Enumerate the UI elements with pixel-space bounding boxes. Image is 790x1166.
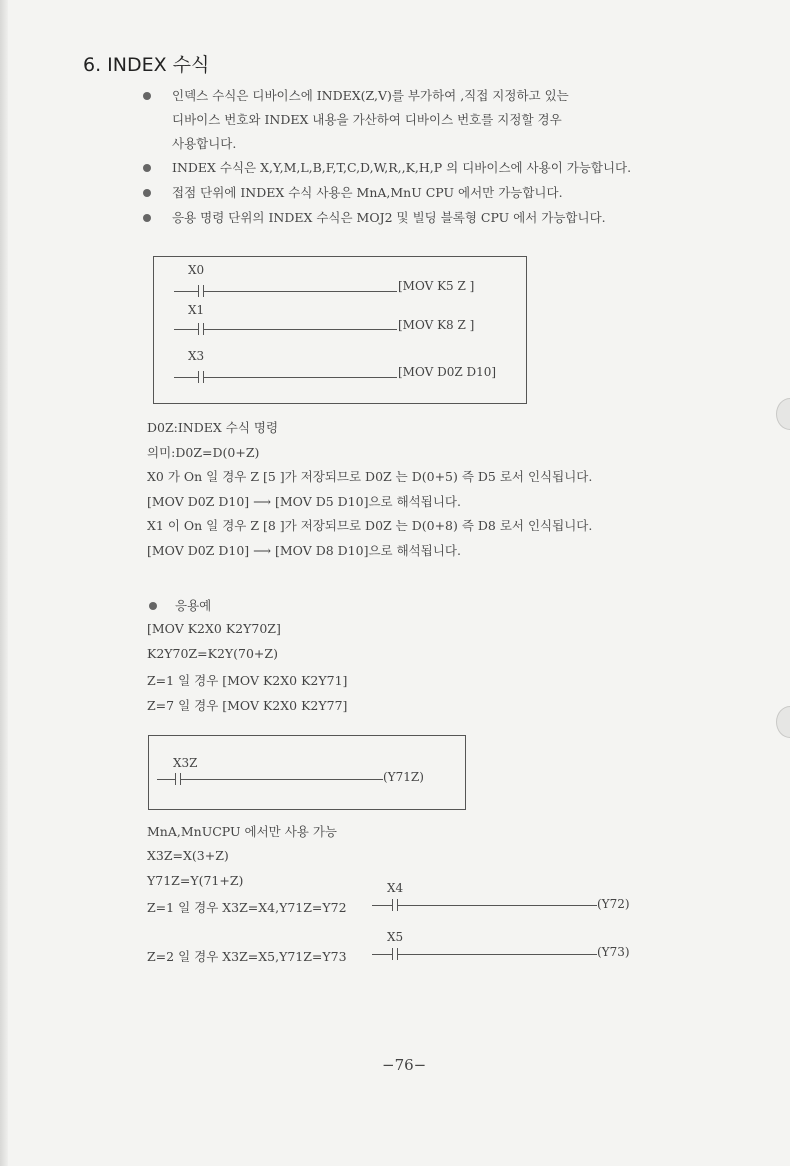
rung-wire (174, 329, 198, 330)
example-line: Z=1 일 경우 [MOV K2X0 K2Y71] (147, 673, 348, 688)
rung-wire (174, 291, 198, 292)
contact-label: X4 (387, 881, 404, 895)
contact-symbol (198, 323, 199, 335)
note-line: X3Z=X(3+Z) (147, 848, 229, 863)
explain-line: 의미:D0Z=D(0+Z) (147, 445, 260, 460)
page-number: −76− (382, 1056, 427, 1074)
punch-hole (776, 706, 790, 738)
explain-line: X0 가 On 일 경우 Z [5 ]가 저장되므로 D0Z 는 D(0+5) 즉 D5 로서 인식됩니다. (147, 469, 593, 484)
bullet-icon (143, 92, 151, 100)
rung-wire (397, 905, 597, 906)
contact-symbol (175, 773, 176, 785)
coil: (Y71Z) (383, 770, 424, 784)
bullet-text: 인덱스 수식은 디바이스에 INDEX(Z,V)를 부가하여 ,직접 지정하고 있는 (172, 88, 569, 103)
coil: (Y72) (597, 897, 630, 911)
example-line: K2Y70Z=K2Y(70+Z) (147, 646, 278, 661)
note-line: MnA,MnUCPU 에서만 사용 가능 (147, 824, 337, 839)
bullet-text: 응용 명령 단위의 INDEX 수식은 MOJ2 및 빌딩 블록형 CPU 에서 가능합니다. (172, 210, 606, 225)
bullet-icon (149, 602, 157, 610)
explain-line: X1 이 On 일 경우 Z [8 ]가 저장되므로 D0Z 는 D(0+8) 즉 D8 로서 인식됩니다. (147, 518, 593, 533)
note-line: Y71Z=Y(71+Z) (147, 873, 244, 888)
explain-line: D0Z:INDEX 수식 명령 (147, 420, 279, 435)
example-heading: 응용예 (175, 598, 212, 613)
rung-wire (372, 954, 392, 955)
example-line: Z=7 일 경우 [MOV K2X0 K2Y77] (147, 698, 348, 713)
section-title: 6. INDEX 수식 (83, 54, 210, 76)
explain-line: [MOV D0Z D10] ⟶ [MOV D5 D10]으로 해석됩니다. (147, 494, 461, 509)
page-edge (0, 0, 8, 1166)
contact-label: X3Z (173, 756, 198, 770)
rung-wire (372, 905, 392, 906)
rung-wire (203, 291, 397, 292)
punch-hole (776, 398, 790, 430)
contact-symbol (392, 948, 393, 960)
bullet-icon (143, 214, 151, 222)
example-line: [MOV K2X0 K2Y70Z] (147, 621, 281, 636)
rung-wire (397, 954, 597, 955)
bullet-text: INDEX 수식은 X,Y,M,L,B,F,T,C,D,W,R,,K,H,P 의 디바이스에 사용이 가능합니다. (172, 160, 632, 175)
bullet-icon (143, 189, 151, 197)
bullet-icon (143, 164, 151, 172)
contact-label: X5 (387, 930, 404, 944)
instruction: [MOV K8 Z ] (398, 318, 475, 332)
instruction: [MOV K5 Z ] (398, 279, 475, 293)
explain-line: [MOV D0Z D10] ⟶ [MOV D8 D10]으로 해석됩니다. (147, 543, 461, 558)
bullet-text: 접점 단위에 INDEX 수식 사용은 MnA,MnU CPU 에서만 가능합니다. (172, 185, 563, 200)
instruction: [MOV D0Z D10] (398, 365, 497, 379)
contact-label: X1 (188, 303, 205, 317)
bullet-text: 디바이스 번호와 INDEX 내용을 가산하여 디바이스 번호를 지정할 경우 (172, 112, 562, 127)
coil: (Y73) (597, 945, 630, 959)
case-text: Z=2 일 경우 X3Z=X5,Y71Z=Y73 (147, 949, 347, 964)
contact-symbol (392, 899, 393, 911)
contact-label: X3 (188, 349, 205, 363)
contact-label: X0 (188, 263, 205, 277)
ladder-diagram-2 (148, 735, 466, 810)
rung-wire (174, 377, 198, 378)
rung-wire (157, 779, 175, 780)
rung-wire (203, 329, 397, 330)
ladder-diagram-1 (153, 256, 527, 404)
case-text: Z=1 일 경우 X3Z=X4,Y71Z=Y72 (147, 900, 347, 915)
bullet-text: 사용합니다. (172, 136, 237, 151)
contact-symbol (198, 371, 199, 383)
contact-symbol (198, 285, 199, 297)
rung-wire (203, 377, 397, 378)
rung-wire (180, 779, 383, 780)
